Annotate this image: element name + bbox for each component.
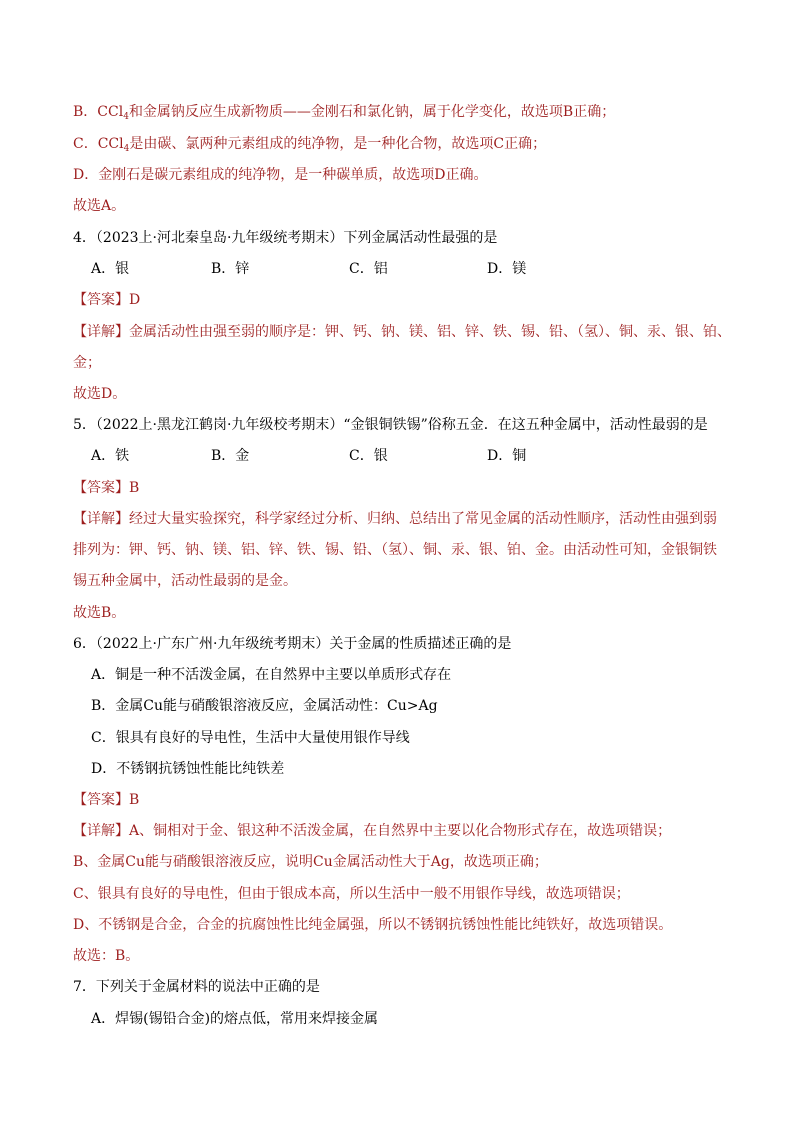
q6-conclusion: 故选：B。 xyxy=(73,948,140,964)
q4-option-d: D．镁 xyxy=(487,261,527,277)
q6-detail-c: C、银具有良好的导电性，但由于银成本高，所以生活中一般不用银作导线，故选项错误； xyxy=(73,886,630,902)
q6-option-d: D．不锈钢抗锈蚀性能比纯铁差 xyxy=(91,761,285,777)
prev-solution-d: D．金刚石是碳元素组成的纯净物，是一种碳单质，故选项D正确。 xyxy=(73,167,488,183)
q6-option-a: A．铜是一种不活泼金属，在自然界中主要以单质形式存在 xyxy=(91,667,452,683)
q4-option-a: A．银 xyxy=(91,261,130,277)
q6-detail-b: B、金属Cu能与硝酸银溶液反应，说明Cu金属活动性大于Ag，故选项正确； xyxy=(73,854,548,870)
prev-solution-c: C．CCl$_4$是由碳、氯两种元素组成的纯净物，是一种化合物，故选项C正确； xyxy=(73,136,547,154)
q5-detail-line1: 【详解】经过大量实验探究，科学家经过分析、归纳、总结出了常见金属的活动性顺序，活动性由强到弱 xyxy=(73,511,717,527)
q4-detail-line1: 【详解】金属活动性由强至弱的顺序是：钾、钙、钠、镁、铝、锌、铁、锡、铅、（氢）、铜、汞、银、铂、 xyxy=(73,324,731,340)
q4-answer: 【答案】D xyxy=(73,292,141,308)
q5-conclusion: 故选B。 xyxy=(73,605,126,621)
q5-option-b: B．金 xyxy=(211,448,250,464)
q4-option-b: B．锌 xyxy=(211,261,250,277)
q5-detail-line3: 锡五种金属中，活动性最弱的是金。 xyxy=(73,573,297,589)
q6-option-c: C．银具有良好的导电性，生活中大量使用银作导线 xyxy=(91,730,410,746)
q5-option-c: C．银 xyxy=(349,448,388,464)
q4-detail-line2: 金； xyxy=(73,355,101,371)
q6-option-b: B．金属Cu能与硝酸银溶液反应，金属活动性：Cu>Ag xyxy=(91,698,438,714)
q5-detail-line2: 排列为：钾、钙、钠、镁、铝、锌、铁、锡、铅、（氢）、铜、汞、银、铂、金。由活动性可知，金银铜铁 xyxy=(73,542,717,558)
q6-answer: 【答案】B xyxy=(73,792,140,808)
q6-detail-d: D、不锈钢是合金，合金的抗腐蚀性比纯金属强，所以不锈钢抗锈蚀性能比纯铁好，故选项错误。 xyxy=(73,917,673,933)
q5-answer: 【答案】B xyxy=(73,480,140,496)
q4-option-c: C．铝 xyxy=(349,261,388,277)
q5-stem: 5．（2022上·黑龙江鹤岗·九年级校考期末）“金银铜铁锡”俗称五金．在这五种金属中，活动性最弱的是 xyxy=(73,417,708,433)
q5-option-a: A．铁 xyxy=(91,448,130,464)
q6-stem: 6．（2022上·广东广州·九年级统考期末）关于金属的性质描述正确的是 xyxy=(73,636,512,652)
q4-stem: 4．（2023上·河北秦皇岛·九年级统考期末）下列金属活动性最强的是 xyxy=(73,230,498,246)
q7-option-a: A．焊锡(锡铅合金)的熔点低，常用来焊接金属 xyxy=(91,1011,379,1027)
prev-solution-conclusion: 故选A。 xyxy=(73,198,126,214)
q7-stem: 7．下列关于金属材料的说法中正确的是 xyxy=(73,979,320,995)
q4-conclusion: 故选D。 xyxy=(73,386,127,402)
q6-detail-a: 【详解】A、铜相对于金、银这种不活泼金属，在自然界中主要以化合物形式存在，故选项错误； xyxy=(73,823,672,839)
prev-solution-b: B．CCl$_4$和金属钠反应生成新物质——金刚石和氯化钠，属于化学变化，故选项B正确； xyxy=(73,104,616,122)
q5-option-d: D．铜 xyxy=(487,448,527,464)
